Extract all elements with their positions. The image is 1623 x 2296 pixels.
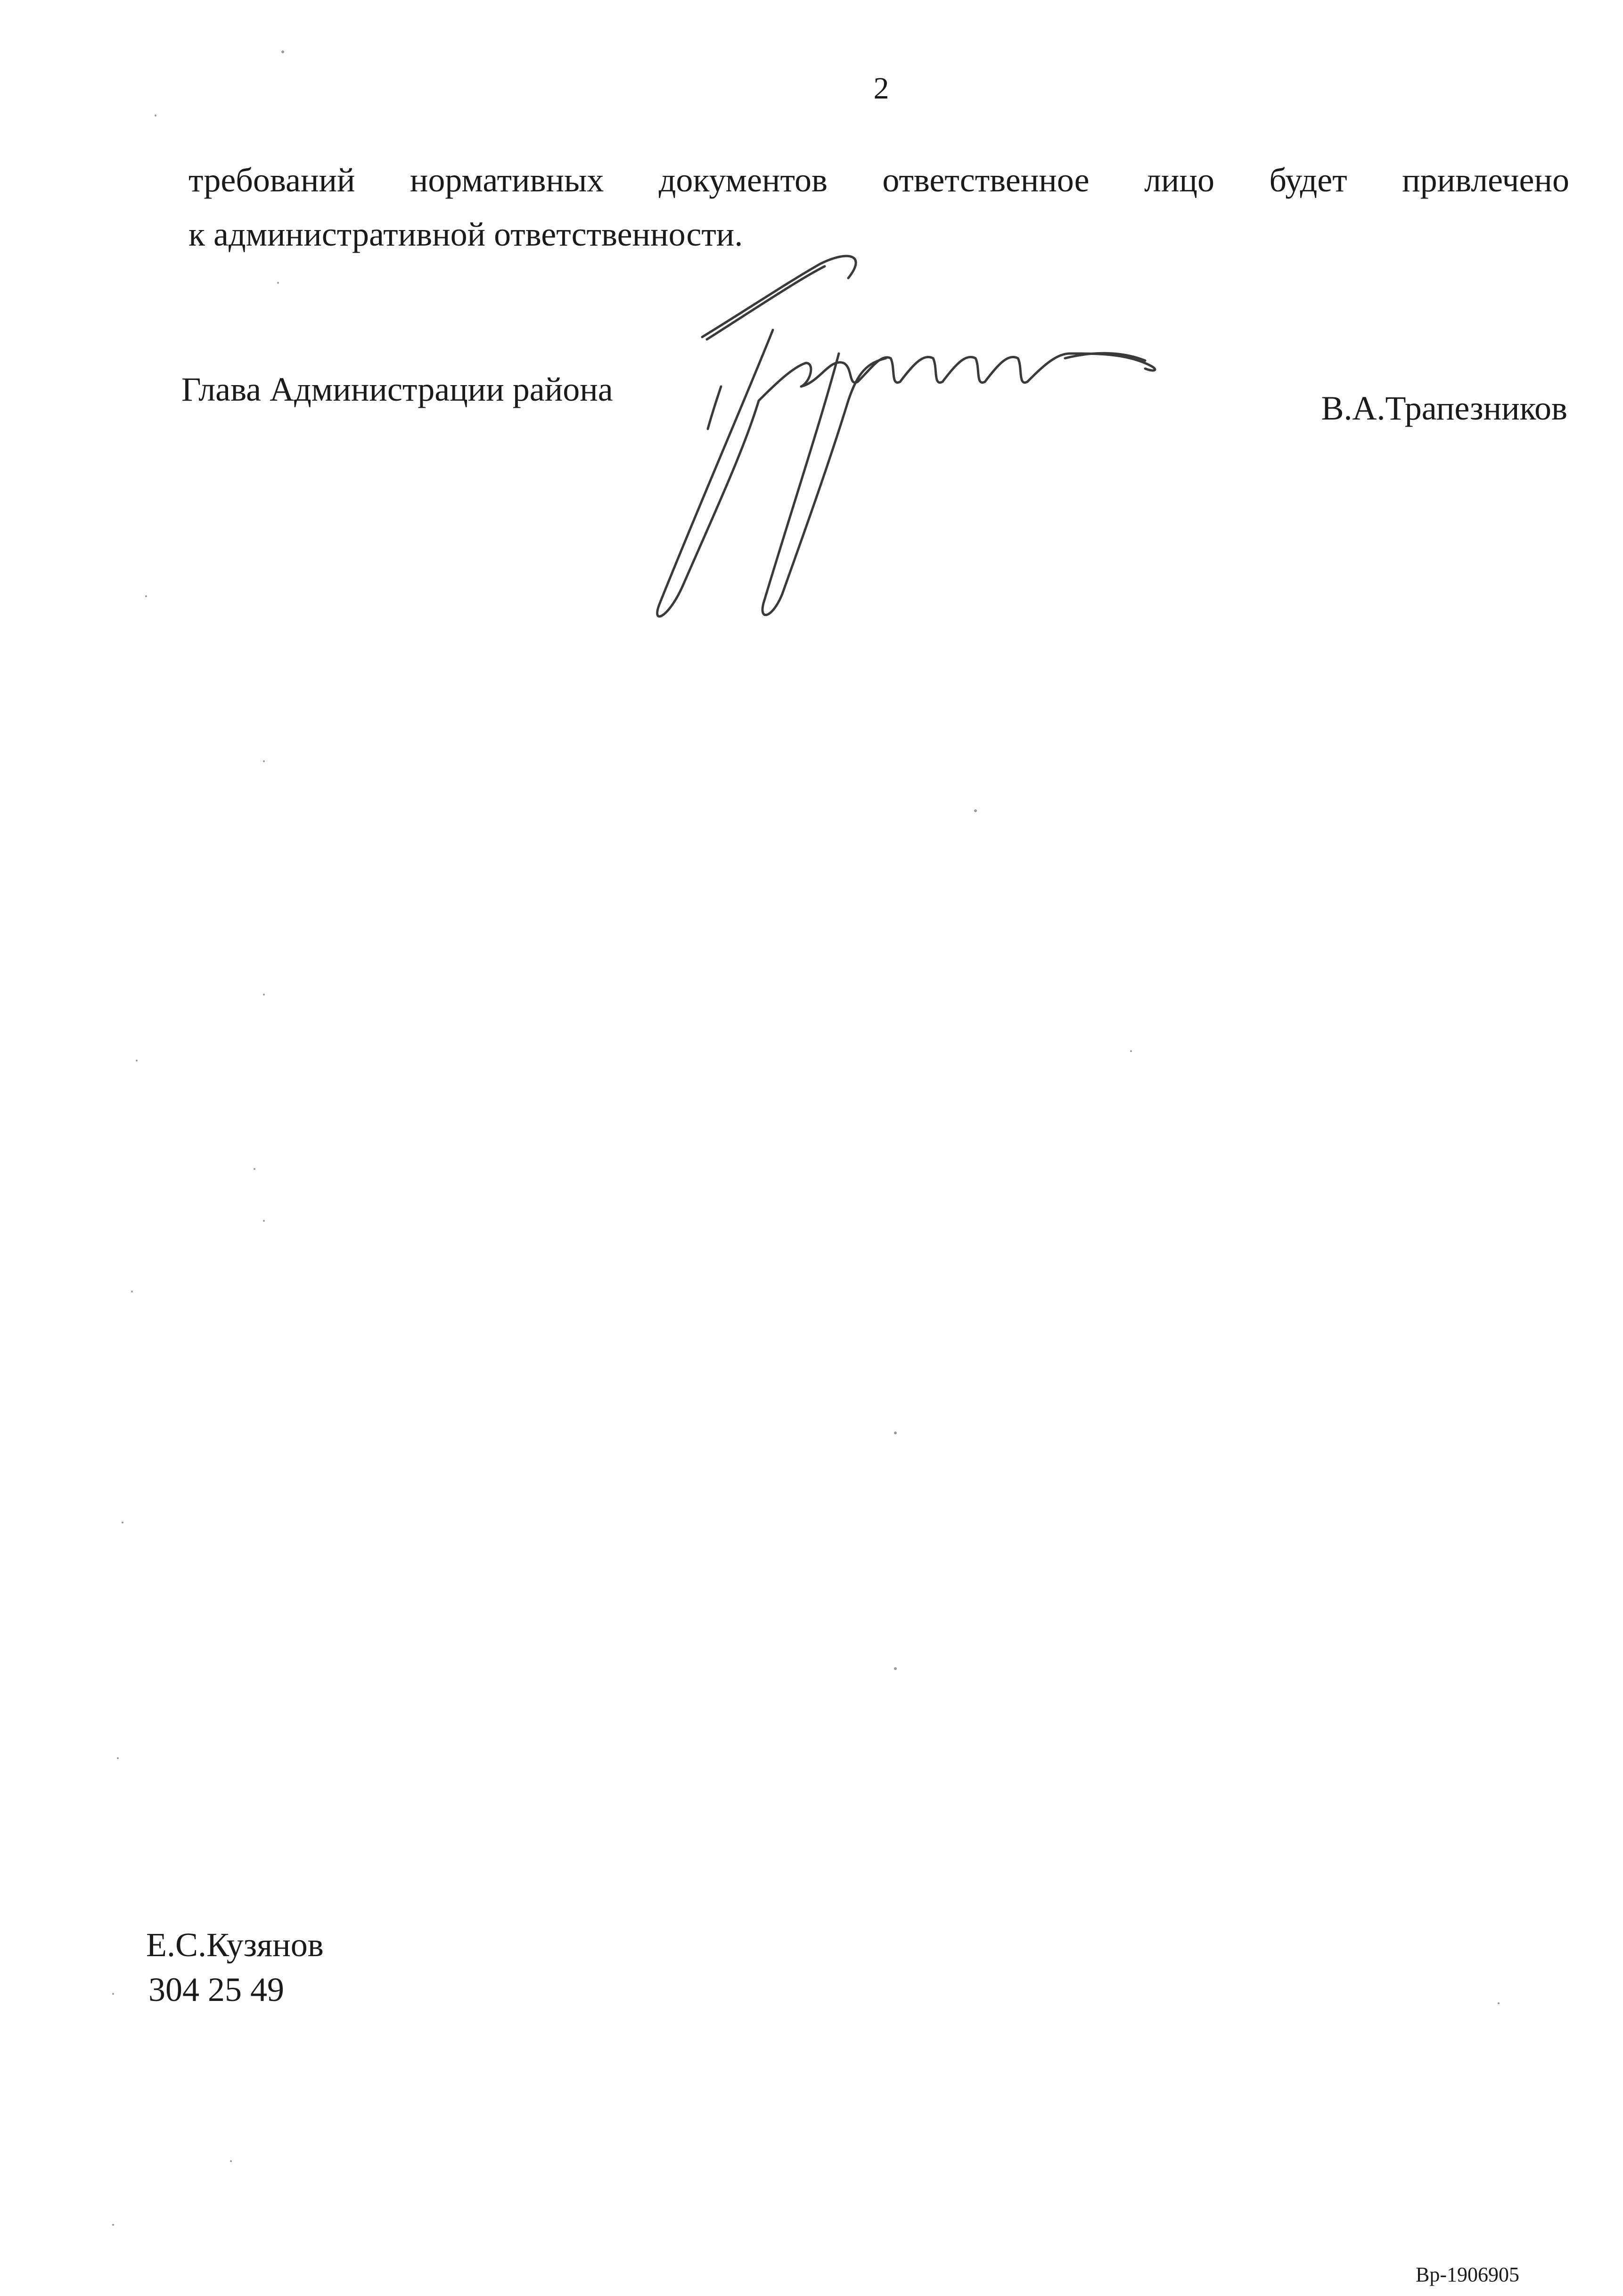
handwritten-signature <box>603 245 1216 669</box>
executor-name: Е.С.Кузянов <box>146 1926 324 1964</box>
page-number: 2 <box>873 71 889 106</box>
body-line-1: требований нормативных документов ответственное лицо будет привлечено <box>189 161 1569 199</box>
body-line-2: к административной ответственности. <box>189 215 743 253</box>
executor-phone: 304 25 49 <box>148 1971 284 2008</box>
signatory-name: В.А.Трапезников <box>1321 389 1567 427</box>
document-id: Вр-1906905 <box>1416 2263 1519 2286</box>
signatory-title: Глава Администрации района <box>181 370 613 408</box>
